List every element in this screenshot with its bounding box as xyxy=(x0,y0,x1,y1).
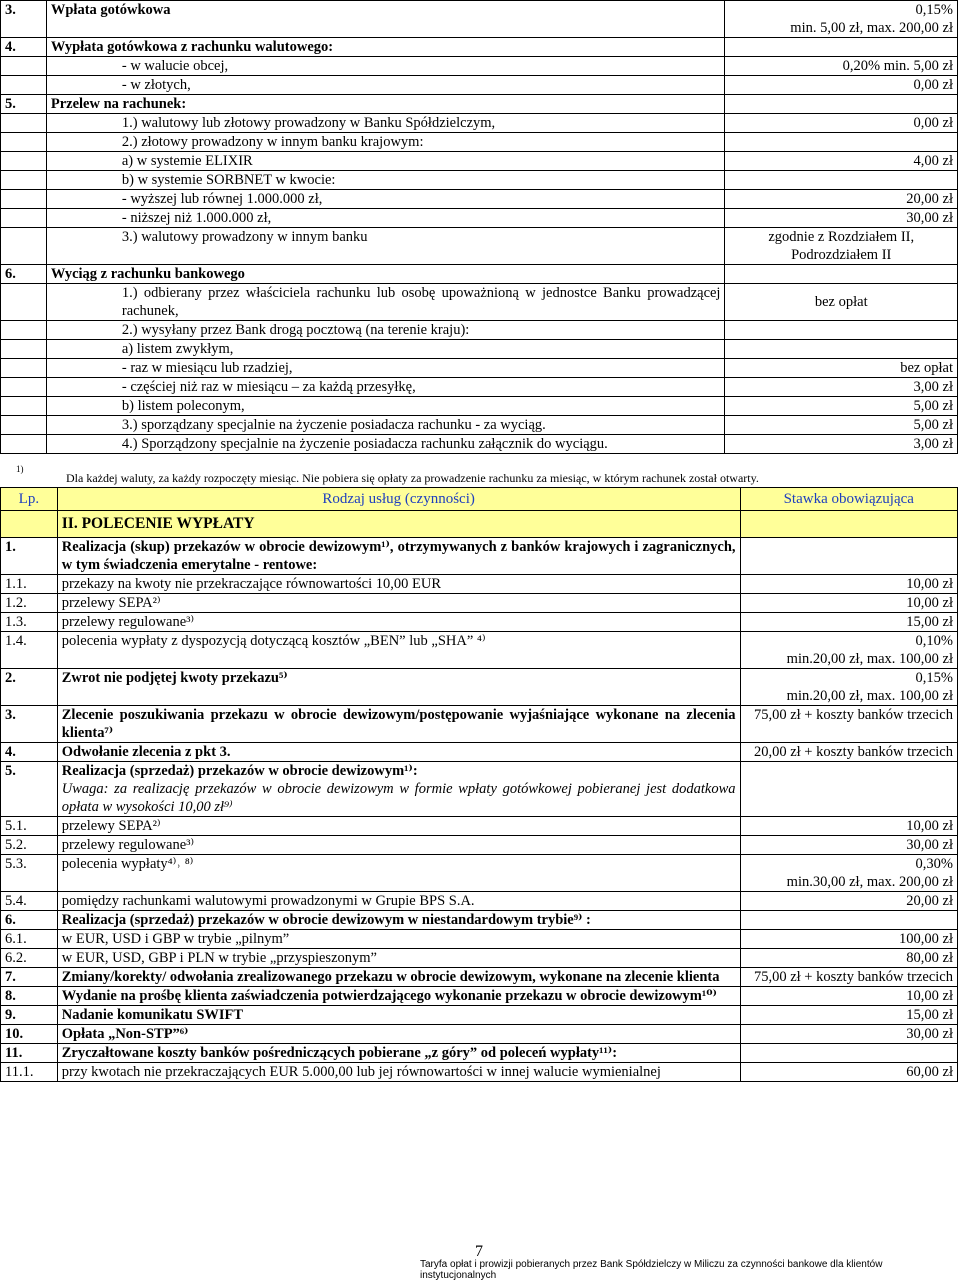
row-number: 5. xyxy=(1,95,47,114)
row-number xyxy=(1,114,47,133)
description-text: - niższej niż 1.000.000 zł, xyxy=(121,210,272,226)
row-number xyxy=(1,133,47,152)
row-number: 5.2. xyxy=(1,836,58,855)
description-text: - wyższej lub równej 1.000.000 zł, xyxy=(121,191,323,207)
row-number: 7. xyxy=(1,968,58,987)
table-row xyxy=(1,209,958,228)
row-description xyxy=(57,706,740,743)
description-text: Wpłata gotówkowa xyxy=(50,2,171,18)
table-row xyxy=(1,836,958,855)
row-number xyxy=(1,397,47,416)
row-description xyxy=(46,114,725,133)
row-number: 3. xyxy=(1,706,58,743)
row-number: 6. xyxy=(1,911,58,930)
table-row xyxy=(1,1025,958,1044)
table-row xyxy=(1,987,958,1006)
section-row xyxy=(1,511,958,538)
table-row xyxy=(1,613,958,632)
description-text: - w walucie obcej, xyxy=(121,58,229,74)
table-row xyxy=(1,1044,958,1063)
row-number: 1.3. xyxy=(1,613,58,632)
page-number: 7 xyxy=(475,1243,483,1260)
footnote-mark: 1) xyxy=(16,464,24,474)
row-number: 5.4. xyxy=(1,892,58,911)
row-number: 1.1. xyxy=(1,575,58,594)
row-description xyxy=(46,171,725,190)
description-text: w EUR, USD, GBP i PLN w trybie „przyspieszonym” xyxy=(61,950,377,966)
table-row xyxy=(1,575,958,594)
row-rate: 15,00 zł xyxy=(740,1006,957,1025)
description-text: 2.) wysyłany przez Bank drogą pocztową (na terenie kraju): xyxy=(121,322,470,338)
table-row xyxy=(1,38,958,57)
row-number: 4. xyxy=(1,743,58,762)
row-rate xyxy=(725,133,958,152)
row-rate xyxy=(725,95,958,114)
row-rate: 10,00 zł xyxy=(740,575,957,594)
row-rate: 75,00 zł + koszty banków trzecich xyxy=(740,968,957,987)
row-rate xyxy=(725,38,958,57)
row-number: 5. xyxy=(1,762,58,817)
row-rate: 0,15% min.20,00 zł, max. 100,00 zł xyxy=(740,669,957,706)
row-rate: 0,30% min.30,00 zł, max. 200,00 zł xyxy=(740,855,957,892)
description-text: b) listem poleconym, xyxy=(121,398,245,414)
row-rate: 0,10% min.20,00 zł, max. 100,00 zł xyxy=(740,632,957,669)
row-description xyxy=(57,911,740,930)
row-number xyxy=(1,152,47,171)
row-number: 11.1. xyxy=(1,1063,58,1082)
table-row xyxy=(1,594,958,613)
table-row xyxy=(1,397,958,416)
table-row xyxy=(1,1,958,38)
table-row xyxy=(1,892,958,911)
row-description xyxy=(57,613,740,632)
row-description xyxy=(46,1,725,38)
description-text: Realizacja (sprzedaż) przekazów w obrocie dewizowym¹⁾: xyxy=(61,763,418,779)
row-rate: 0,00 zł xyxy=(725,76,958,95)
row-description xyxy=(57,762,740,817)
table-row xyxy=(1,762,958,817)
description-text: przekazy na kwoty nie przekraczające równowartości 10,00 EUR xyxy=(61,576,442,592)
row-rate: 20,00 zł + koszty banków trzecich xyxy=(740,743,957,762)
row-description xyxy=(57,930,740,949)
table-row xyxy=(1,114,958,133)
row-rate: 5,00 zł xyxy=(725,416,958,435)
row-number: 9. xyxy=(1,1006,58,1025)
description-text: 2.) złotowy prowadzony w innym banku krajowym: xyxy=(121,134,424,150)
description-text: Zryczałtowane koszty banków pośredniczących pobierane „z góry” od poleceń wypłaty¹¹⁾: xyxy=(61,1045,618,1061)
table-row xyxy=(1,855,958,892)
row-number: 1.4. xyxy=(1,632,58,669)
row-description xyxy=(46,265,725,284)
table-row xyxy=(1,133,958,152)
row-number: 5.3. xyxy=(1,855,58,892)
row-number: 6.2. xyxy=(1,949,58,968)
row-number: 10. xyxy=(1,1025,58,1044)
row-rate xyxy=(725,321,958,340)
table-row xyxy=(1,911,958,930)
row-number: 11. xyxy=(1,1044,58,1063)
header-lp: Lp. xyxy=(1,488,58,511)
row-rate: bez opłat xyxy=(725,359,958,378)
row-description xyxy=(57,538,740,575)
description-text: - raz w miesiącu lub rzadziej, xyxy=(121,360,293,376)
row-rate: 10,00 zł xyxy=(740,987,957,1006)
row-description xyxy=(46,416,725,435)
table-row xyxy=(1,171,958,190)
table-row xyxy=(1,416,958,435)
description-text: Zwrot nie podjętej kwoty przekazu⁵⁾ xyxy=(61,670,288,686)
table-row xyxy=(1,1006,958,1025)
row-description xyxy=(57,669,740,706)
row-description xyxy=(57,949,740,968)
row-rate: 20,00 zł xyxy=(725,190,958,209)
description-text: 1.) walutowy lub złotowy prowadzony w Banku Spółdzielczym, xyxy=(121,115,496,131)
row-rate: 30,00 zł xyxy=(740,1025,957,1044)
row-number: 6. xyxy=(1,265,47,284)
row-number xyxy=(1,378,47,397)
row-rate xyxy=(725,340,958,359)
row-rate xyxy=(725,265,958,284)
row-description xyxy=(57,632,740,669)
row-description xyxy=(46,321,725,340)
row-description xyxy=(57,1063,740,1082)
row-description xyxy=(46,228,725,265)
row-rate xyxy=(740,538,957,575)
description-text: a) w systemie ELIXIR xyxy=(121,153,253,169)
table-row xyxy=(1,930,958,949)
description-text: 4.) Sporządzony specjalnie na życzenie posiadacza rachunku załącznik do wyciągu. xyxy=(121,436,608,452)
table-row xyxy=(1,1063,958,1082)
row-description xyxy=(46,76,725,95)
row-number xyxy=(1,190,47,209)
row-description xyxy=(57,594,740,613)
row-rate xyxy=(740,911,957,930)
description-text: Zlecenie poszukiwania przekazu w obrocie dewizowym/postępowanie wyjaśniające wykonane na zlecenia klienta⁷⁾ xyxy=(61,707,736,741)
row-description xyxy=(46,359,725,378)
row-description xyxy=(46,378,725,397)
table-row xyxy=(1,817,958,836)
description-text: polecenia wypłaty z dyspozycją dotyczącą kosztów „BEN” lub „SHA” ⁴⁾ xyxy=(61,633,486,649)
row-rate: zgodnie z Rozdziałem II, Podrozdziałem II xyxy=(725,228,958,265)
description-text: Realizacja (sprzedaż) przekazów w obrocie dewizowym w niestandardowym trybie⁹⁾ : xyxy=(61,912,591,928)
table-row xyxy=(1,378,958,397)
row-rate: 0,15% min. 5,00 zł, max. 200,00 zł xyxy=(725,1,958,38)
row-description xyxy=(46,397,725,416)
description-text: Wypłata gotówkowa z rachunku walutowego: xyxy=(50,39,334,55)
description-text: przelewy regulowane³⁾ xyxy=(61,837,195,853)
row-description xyxy=(57,1025,740,1044)
row-description xyxy=(57,855,740,892)
row-rate xyxy=(740,1044,957,1063)
table-row xyxy=(1,949,958,968)
row-rate: 5,00 zł xyxy=(725,397,958,416)
row-rate: 100,00 zł xyxy=(740,930,957,949)
row-rate xyxy=(740,762,957,817)
row-description xyxy=(46,38,725,57)
description-text: b) w systemie SORBNET w kwocie: xyxy=(121,172,336,188)
table-row xyxy=(1,57,958,76)
table-row xyxy=(1,228,958,265)
row-rate: 10,00 zł xyxy=(740,594,957,613)
row-description xyxy=(46,209,725,228)
description-text: przelewy SEPA²⁾ xyxy=(61,595,161,611)
description-text: a) listem zwykłym, xyxy=(121,341,234,357)
row-rate: 20,00 zł xyxy=(740,892,957,911)
row-rate: 3,00 zł xyxy=(725,378,958,397)
row-rate: 60,00 zł xyxy=(740,1063,957,1082)
fees-table-payment-orders xyxy=(0,487,958,1082)
row-description xyxy=(57,817,740,836)
row-description xyxy=(57,575,740,594)
row-rate xyxy=(725,171,958,190)
row-description xyxy=(46,133,725,152)
description-text: przelewy regulowane³⁾ xyxy=(61,614,195,630)
row-description xyxy=(57,968,740,987)
row-description xyxy=(46,95,725,114)
row-rate: 10,00 zł xyxy=(740,817,957,836)
row-number: 5.1. xyxy=(1,817,58,836)
row-number xyxy=(1,435,47,454)
table-row xyxy=(1,706,958,743)
description-text: - w złotych, xyxy=(121,77,191,93)
row-rate: 0,00 zł xyxy=(725,114,958,133)
description-text: Zmiany/korekty/ odwołania zrealizowanego przekazu w obrocie dewizowym, wykonane na zlecenie klienta xyxy=(61,969,720,985)
row-rate: 15,00 zł xyxy=(740,613,957,632)
row-number xyxy=(1,359,47,378)
table-row xyxy=(1,968,958,987)
description-text: 3.) walutowy prowadzony w innym banku xyxy=(121,229,368,245)
row-description xyxy=(46,435,725,454)
row-number xyxy=(1,228,47,265)
row-number xyxy=(1,57,47,76)
row-number: 6.1. xyxy=(1,930,58,949)
description-text: Wyciąg z rachunku bankowego xyxy=(50,266,245,282)
row-description xyxy=(46,284,725,321)
row-number xyxy=(1,209,47,228)
table-row xyxy=(1,76,958,95)
table-row xyxy=(1,669,958,706)
table-header-row xyxy=(1,488,958,511)
row-description xyxy=(46,340,725,359)
table-row xyxy=(1,538,958,575)
table-row xyxy=(1,632,958,669)
description-text: polecenia wypłaty⁴⁾˒ ⁸⁾ xyxy=(61,856,194,872)
row-number xyxy=(1,321,47,340)
row-description xyxy=(46,57,725,76)
table-row xyxy=(1,435,958,454)
row-rate: bez opłat xyxy=(725,284,958,321)
table-row xyxy=(1,95,958,114)
fees-table-part1 xyxy=(0,0,958,454)
section-title: II. POLECENIE WYPŁATY xyxy=(57,511,740,538)
table-row xyxy=(1,359,958,378)
row-description xyxy=(57,1044,740,1063)
description-note: Uwaga: za realizację przekazów w obrocie dewizowym w formie wpłaty gotówkowej pobieranej jest dodatkowa opłata w wysokości 10,00 zł⁹⁾ xyxy=(61,781,736,815)
header-service: Rodzaj usług (czynności) xyxy=(57,488,740,511)
row-description xyxy=(46,190,725,209)
row-description xyxy=(57,987,740,1006)
table-row xyxy=(1,152,958,171)
page-footer: Taryfa opłat i prowizji pobieranych przez Bank Spółdzielczy w Miliczu za czynności bankowe dla klientów instytucjonalnych xyxy=(420,1259,883,1281)
row-description xyxy=(57,1006,740,1025)
table-row xyxy=(1,190,958,209)
description-text: Odwołanie zlecenia z pkt 3. xyxy=(61,744,231,760)
row-number: 1. xyxy=(1,538,58,575)
description-text: Nadanie komunikatu SWIFT xyxy=(61,1007,244,1023)
table-row xyxy=(1,265,958,284)
description-text: Opłata „Non-STP”⁶⁾ xyxy=(61,1026,189,1042)
row-number: 4. xyxy=(1,38,47,57)
table-row xyxy=(1,321,958,340)
row-number xyxy=(1,76,47,95)
row-rate: 4,00 zł xyxy=(725,152,958,171)
row-description xyxy=(57,892,740,911)
description-text: przy kwotach nie przekraczających EUR 5.000,00 lub jej równowartości w innej walucie wymienialnej xyxy=(61,1064,661,1080)
row-rate: 75,00 zł + koszty banków trzecich xyxy=(740,706,957,743)
row-number: 8. xyxy=(1,987,58,1006)
row-rate: 0,20% min. 5,00 zł xyxy=(725,57,958,76)
row-rate: 30,00 zł xyxy=(725,209,958,228)
row-rate: 30,00 zł xyxy=(740,836,957,855)
row-rate: 3,00 zł xyxy=(725,435,958,454)
description-text: przelewy SEPA²⁾ xyxy=(61,818,161,834)
description-text: Realizacja (skup) przekazów w obrocie dewizowym¹⁾, otrzymywanych z banków krajowych i zagranicznych, w tym świadczenia emerytalne - rentowe: xyxy=(61,539,736,573)
description-text: w EUR, USD i GBP w trybie „pilnym” xyxy=(61,931,290,947)
row-description xyxy=(46,152,725,171)
row-number: 3. xyxy=(1,1,47,38)
row-number xyxy=(1,171,47,190)
footnote-1 xyxy=(0,466,958,486)
row-description xyxy=(57,743,740,762)
row-rate: 80,00 zł xyxy=(740,949,957,968)
footnote-text: Dla każdej waluty, za każdy rozpoczęty miesiąc. Nie pobiera się opłaty za prowadzenie rachunku za miesiąc, w którym rachunek został otwarty. xyxy=(66,471,759,485)
description-text: - częściej niż raz w miesiącu – za każdą przesyłkę, xyxy=(121,379,416,395)
row-number xyxy=(1,284,47,321)
row-number xyxy=(1,416,47,435)
description-text: 1.) odbierany przez właściciela rachunku lub osobę upoważnioną w jednostce Banku prowadzącej rachunek, xyxy=(121,285,721,319)
row-number xyxy=(1,340,47,359)
description-text: Przelew na rachunek: xyxy=(50,96,187,112)
description-text: 3.) sporządzany specjalnie na życzenie posiadacza rachunku - za wyciąg. xyxy=(121,417,546,433)
header-rate: Stawka obowiązująca xyxy=(740,488,957,511)
description-text: pomiędzy rachunkami walutowymi prowadzonymi w Grupie BPS S.A. xyxy=(61,893,475,909)
table-row xyxy=(1,284,958,321)
row-number: 2. xyxy=(1,669,58,706)
row-number: 1.2. xyxy=(1,594,58,613)
description-text: Wydanie na prośbę klienta zaświadczenia potwierdzającego wykonanie przekazu w obrocie dewizowym¹⁰⁾ xyxy=(61,988,717,1004)
table-row xyxy=(1,743,958,762)
row-description xyxy=(57,836,740,855)
table-row xyxy=(1,340,958,359)
